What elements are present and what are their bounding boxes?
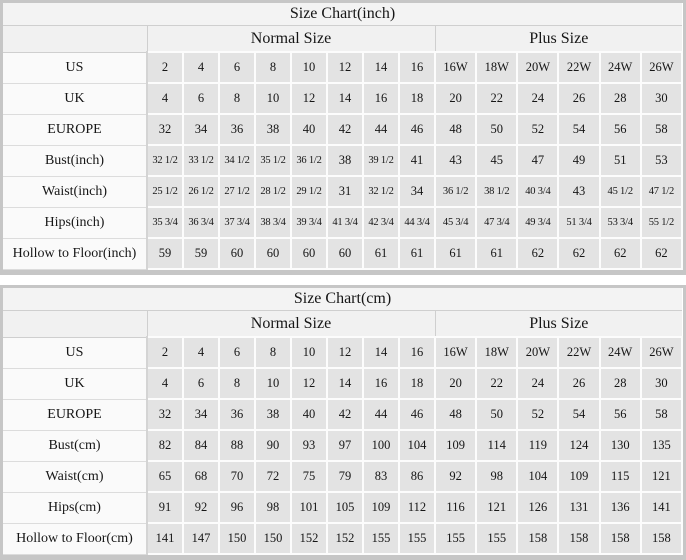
size-cell: 32 xyxy=(147,399,183,430)
column-group-header: Plus Size xyxy=(435,26,682,53)
size-cell: 44 xyxy=(363,114,399,145)
size-cell: 92 xyxy=(183,492,219,523)
size-cell: 16W xyxy=(435,337,476,368)
size-cell: 29 1/2 xyxy=(291,176,327,207)
row-label: Waist(cm) xyxy=(3,461,147,492)
size-cell: 39 3/4 xyxy=(291,207,327,238)
size-cell: 12 xyxy=(327,52,363,83)
size-cell: 84 xyxy=(183,430,219,461)
size-cell: 38 xyxy=(327,145,363,176)
size-cell: 96 xyxy=(219,492,255,523)
size-cell: 60 xyxy=(291,238,327,269)
size-cell: 45 3/4 xyxy=(435,207,476,238)
size-cell: 20 xyxy=(435,83,476,114)
size-cell: 54 xyxy=(558,399,599,430)
size-cell: 44 xyxy=(363,399,399,430)
size-cell: 16 xyxy=(363,368,399,399)
table-row xyxy=(3,523,682,554)
size-cell: 41 3/4 xyxy=(327,207,363,238)
size-cell: 130 xyxy=(600,430,641,461)
size-cell: 98 xyxy=(255,492,291,523)
size-cell: 12 xyxy=(291,83,327,114)
size-cell: 131 xyxy=(558,492,599,523)
table-title-row xyxy=(3,3,682,26)
size-cell: 114 xyxy=(476,430,517,461)
size-cell: 88 xyxy=(219,430,255,461)
size-chart-inch-table xyxy=(3,3,683,270)
row-label: EUROPE xyxy=(3,399,147,430)
size-cell: 22W xyxy=(558,52,599,83)
size-cell: 31 xyxy=(327,176,363,207)
size-cell: 54 xyxy=(558,114,599,145)
size-cell: 38 xyxy=(255,114,291,145)
size-cell: 22 xyxy=(476,368,517,399)
size-cell: 60 xyxy=(255,238,291,269)
size-cell: 2 xyxy=(147,337,183,368)
size-cell: 62 xyxy=(517,238,558,269)
size-cell: 32 1/2 xyxy=(147,145,183,176)
size-cell: 155 xyxy=(363,523,399,554)
row-label: UK xyxy=(3,83,147,114)
size-cell: 49 xyxy=(558,145,599,176)
size-cell: 141 xyxy=(641,492,682,523)
size-cell: 46 xyxy=(399,114,435,145)
size-cell: 68 xyxy=(183,461,219,492)
table-body xyxy=(3,52,682,269)
row-label: EUROPE xyxy=(3,114,147,145)
size-cell: 16W xyxy=(435,52,476,83)
size-cell: 30 xyxy=(641,368,682,399)
size-cell: 70 xyxy=(219,461,255,492)
size-cell: 62 xyxy=(600,238,641,269)
size-cell: 8 xyxy=(219,368,255,399)
size-cell: 47 xyxy=(517,145,558,176)
size-cell: 119 xyxy=(517,430,558,461)
size-cell: 28 xyxy=(600,83,641,114)
size-cell: 40 xyxy=(291,114,327,145)
size-cell: 60 xyxy=(327,238,363,269)
size-cell: 150 xyxy=(255,523,291,554)
size-cell: 10 xyxy=(291,52,327,83)
size-cell: 52 xyxy=(517,114,558,145)
size-cell: 56 xyxy=(600,114,641,145)
size-cell: 27 1/2 xyxy=(219,176,255,207)
row-label: Waist(inch) xyxy=(3,176,147,207)
row-label: US xyxy=(3,52,147,83)
row-label: Hollow to Floor(cm) xyxy=(3,523,147,554)
size-cell: 101 xyxy=(291,492,327,523)
size-cell: 62 xyxy=(641,238,682,269)
size-cell: 24 xyxy=(517,83,558,114)
size-cell: 14 xyxy=(327,368,363,399)
size-cell: 18 xyxy=(399,83,435,114)
size-cell: 121 xyxy=(641,461,682,492)
size-cell: 50 xyxy=(476,114,517,145)
size-cell: 22W xyxy=(558,337,599,368)
size-cell: 52 xyxy=(517,399,558,430)
size-cell: 150 xyxy=(219,523,255,554)
size-cell: 36 1/2 xyxy=(291,145,327,176)
size-cell: 105 xyxy=(327,492,363,523)
size-cell: 51 3/4 xyxy=(558,207,599,238)
size-cell: 44 3/4 xyxy=(399,207,435,238)
size-cell: 39 1/2 xyxy=(363,145,399,176)
size-cell: 152 xyxy=(291,523,327,554)
size-cell: 6 xyxy=(219,52,255,83)
size-cell: 49 3/4 xyxy=(517,207,558,238)
row-label: Hips(inch) xyxy=(3,207,147,238)
table-title-row xyxy=(3,288,682,311)
size-cell: 158 xyxy=(600,523,641,554)
size-cell: 26 xyxy=(558,83,599,114)
size-cell: 26 1/2 xyxy=(183,176,219,207)
size-cell: 38 3/4 xyxy=(255,207,291,238)
size-cell: 61 xyxy=(435,238,476,269)
size-cell: 16 xyxy=(363,83,399,114)
size-cell: 98 xyxy=(476,461,517,492)
size-cell: 100 xyxy=(363,430,399,461)
table-title: Size Chart(inch) xyxy=(3,3,682,26)
size-cell: 38 xyxy=(255,399,291,430)
size-cell: 112 xyxy=(399,492,435,523)
size-cell: 12 xyxy=(327,337,363,368)
table-row xyxy=(3,207,682,238)
size-cell: 4 xyxy=(183,337,219,368)
table-row xyxy=(3,145,682,176)
size-cell: 136 xyxy=(600,492,641,523)
size-cell: 32 1/2 xyxy=(363,176,399,207)
size-cell: 59 xyxy=(183,238,219,269)
size-cell: 93 xyxy=(291,430,327,461)
row-label: US xyxy=(3,337,147,368)
size-cell: 109 xyxy=(558,461,599,492)
size-cell: 115 xyxy=(600,461,641,492)
row-label: Hips(cm) xyxy=(3,492,147,523)
size-cell: 155 xyxy=(399,523,435,554)
size-cell: 45 1/2 xyxy=(600,176,641,207)
size-cell: 135 xyxy=(641,430,682,461)
table-row xyxy=(3,114,682,145)
size-cell: 116 xyxy=(435,492,476,523)
size-cell: 28 xyxy=(600,368,641,399)
size-cell: 61 xyxy=(363,238,399,269)
size-cell: 10 xyxy=(255,83,291,114)
size-cell: 18W xyxy=(476,52,517,83)
size-cell: 55 1/2 xyxy=(641,207,682,238)
size-cell: 42 xyxy=(327,114,363,145)
size-cell: 20 xyxy=(435,368,476,399)
size-cell: 45 xyxy=(476,145,517,176)
size-cell: 6 xyxy=(183,368,219,399)
column-group-header: Normal Size xyxy=(147,26,435,53)
size-cell: 61 xyxy=(476,238,517,269)
size-cell: 59 xyxy=(147,238,183,269)
size-cell: 155 xyxy=(435,523,476,554)
size-cell: 158 xyxy=(517,523,558,554)
size-cell: 40 xyxy=(291,399,327,430)
size-cell: 6 xyxy=(183,83,219,114)
size-cell: 43 xyxy=(435,145,476,176)
table-body xyxy=(3,337,682,554)
size-cell: 58 xyxy=(641,114,682,145)
size-cell: 62 xyxy=(558,238,599,269)
size-cell: 14 xyxy=(327,83,363,114)
row-label: Bust(inch) xyxy=(3,145,147,176)
size-cell: 82 xyxy=(147,430,183,461)
size-cell: 2 xyxy=(147,52,183,83)
size-cell: 34 xyxy=(183,114,219,145)
size-cell: 28 1/2 xyxy=(255,176,291,207)
size-cell: 36 xyxy=(219,114,255,145)
column-group-row xyxy=(3,26,682,53)
size-cell: 4 xyxy=(183,52,219,83)
size-cell: 158 xyxy=(641,523,682,554)
table-row xyxy=(3,176,682,207)
size-cell: 20W xyxy=(517,52,558,83)
size-cell: 46 xyxy=(399,399,435,430)
size-cell: 155 xyxy=(476,523,517,554)
size-cell: 48 xyxy=(435,399,476,430)
size-cell: 36 3/4 xyxy=(183,207,219,238)
size-cell: 90 xyxy=(255,430,291,461)
row-label: Hollow to Floor(inch) xyxy=(3,238,147,269)
size-cell: 51 xyxy=(600,145,641,176)
size-cell: 24 xyxy=(517,368,558,399)
size-cell: 36 xyxy=(219,399,255,430)
size-cell: 104 xyxy=(517,461,558,492)
corner-cell xyxy=(3,26,147,53)
size-cell: 43 xyxy=(558,176,599,207)
size-cell: 56 xyxy=(600,399,641,430)
size-cell: 109 xyxy=(435,430,476,461)
size-cell: 61 xyxy=(399,238,435,269)
row-label: Bust(cm) xyxy=(3,430,147,461)
size-cell: 33 1/2 xyxy=(183,145,219,176)
row-label: UK xyxy=(3,368,147,399)
size-cell: 158 xyxy=(558,523,599,554)
size-cell: 25 1/2 xyxy=(147,176,183,207)
size-cell: 16 xyxy=(399,52,435,83)
size-cell: 18 xyxy=(399,368,435,399)
size-cell: 8 xyxy=(219,83,255,114)
size-cell: 152 xyxy=(327,523,363,554)
column-group-header: Normal Size xyxy=(147,311,435,338)
size-cell: 20W xyxy=(517,337,558,368)
size-cell: 26W xyxy=(641,52,682,83)
size-cell: 35 3/4 xyxy=(147,207,183,238)
size-cell: 41 xyxy=(399,145,435,176)
table-row xyxy=(3,52,682,83)
table-row xyxy=(3,399,682,430)
size-cell: 92 xyxy=(435,461,476,492)
table-row xyxy=(3,430,682,461)
size-cell: 47 3/4 xyxy=(476,207,517,238)
size-cell: 10 xyxy=(255,368,291,399)
size-cell: 4 xyxy=(147,368,183,399)
size-cell: 37 3/4 xyxy=(219,207,255,238)
size-cell: 10 xyxy=(291,337,327,368)
size-cell: 83 xyxy=(363,461,399,492)
size-cell: 109 xyxy=(363,492,399,523)
size-cell: 47 1/2 xyxy=(641,176,682,207)
size-cell: 86 xyxy=(399,461,435,492)
size-cell: 53 3/4 xyxy=(600,207,641,238)
size-cell: 58 xyxy=(641,399,682,430)
size-cell: 12 xyxy=(291,368,327,399)
size-cell: 42 3/4 xyxy=(363,207,399,238)
corner-cell xyxy=(3,311,147,338)
table-row xyxy=(3,238,682,269)
size-cell: 38 1/2 xyxy=(476,176,517,207)
table-row xyxy=(3,337,682,368)
size-cell: 42 xyxy=(327,399,363,430)
size-cell: 26 xyxy=(558,368,599,399)
size-cell: 18W xyxy=(476,337,517,368)
size-cell: 75 xyxy=(291,461,327,492)
size-cell: 104 xyxy=(399,430,435,461)
size-cell: 35 1/2 xyxy=(255,145,291,176)
table-row xyxy=(3,461,682,492)
size-cell: 34 xyxy=(183,399,219,430)
size-cell: 32 xyxy=(147,114,183,145)
table-row xyxy=(3,492,682,523)
size-chart-inch xyxy=(0,0,686,275)
size-cell: 16 xyxy=(399,337,435,368)
size-cell: 26W xyxy=(641,337,682,368)
size-cell: 34 1/2 xyxy=(219,145,255,176)
size-cell: 91 xyxy=(147,492,183,523)
size-cell: 8 xyxy=(255,52,291,83)
table-row xyxy=(3,83,682,114)
size-cell: 126 xyxy=(517,492,558,523)
size-cell: 79 xyxy=(327,461,363,492)
size-chart-cm-table xyxy=(3,288,683,555)
size-cell: 121 xyxy=(476,492,517,523)
size-cell: 14 xyxy=(363,337,399,368)
size-cell: 50 xyxy=(476,399,517,430)
size-cell: 36 1/2 xyxy=(435,176,476,207)
table-title: Size Chart(cm) xyxy=(3,288,682,311)
size-cell: 30 xyxy=(641,83,682,114)
size-cell: 48 xyxy=(435,114,476,145)
column-group-row xyxy=(3,311,682,338)
column-group-header: Plus Size xyxy=(435,311,682,338)
size-cell: 147 xyxy=(183,523,219,554)
size-cell: 24W xyxy=(600,337,641,368)
size-chart-cm xyxy=(0,285,686,560)
size-cell: 40 3/4 xyxy=(517,176,558,207)
size-cell: 8 xyxy=(255,337,291,368)
size-cell: 72 xyxy=(255,461,291,492)
size-cell: 53 xyxy=(641,145,682,176)
size-cell: 124 xyxy=(558,430,599,461)
size-cell: 6 xyxy=(219,337,255,368)
size-cell: 141 xyxy=(147,523,183,554)
size-cell: 22 xyxy=(476,83,517,114)
size-cell: 65 xyxy=(147,461,183,492)
size-cell: 34 xyxy=(399,176,435,207)
size-cell: 97 xyxy=(327,430,363,461)
size-cell: 60 xyxy=(219,238,255,269)
table-row xyxy=(3,368,682,399)
size-cell: 14 xyxy=(363,52,399,83)
size-cell: 4 xyxy=(147,83,183,114)
size-cell: 24W xyxy=(600,52,641,83)
